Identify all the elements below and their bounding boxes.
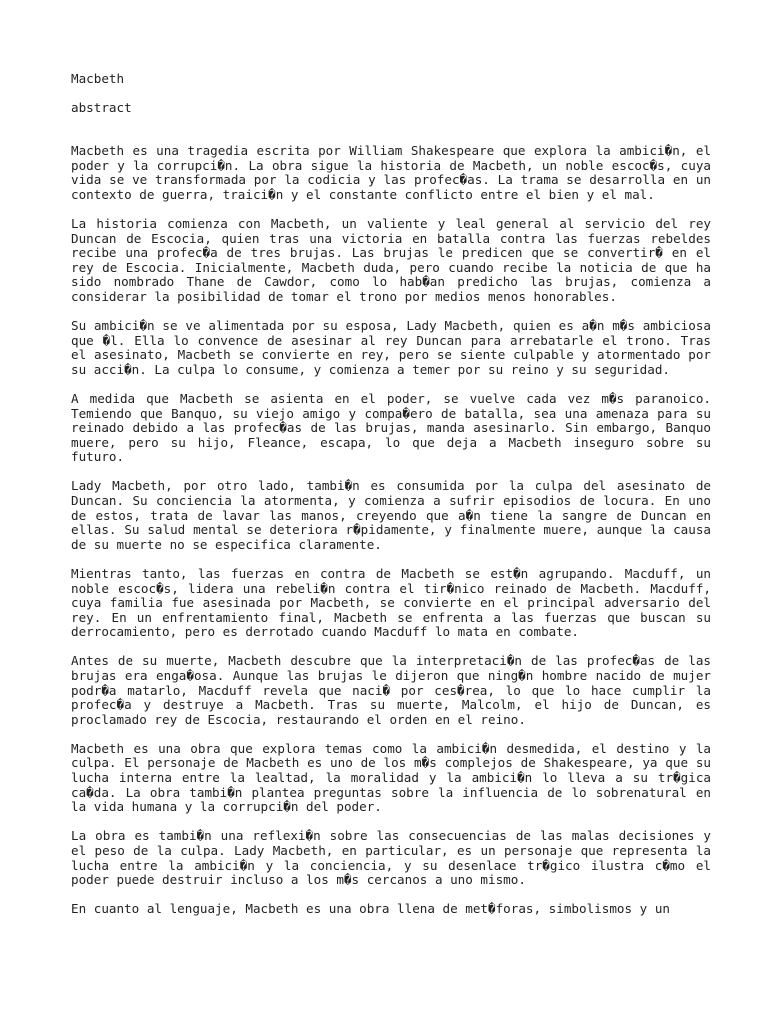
paragraph-8: Macbeth es una obra que explora temas como la ambici�n desmedida, el destino y la culpa. El personaje de Macbeth es uno de los m�s complejos de Shakespeare, ya que su lucha interna entre la lealtad, la moralidad y la ambici�n lo lleva a su tr�gica ca�da. La obra tambi�n plantea preguntas sobre la influencia de lo sobrenatural en la vida humana y la corrupci�n del poder. — [71, 740, 711, 815]
paragraph-3: Su ambici�n se ve alimentada por su esposa, Lady Macbeth, quien es a�n m�s ambiciosa que �l. Ella lo convence de asesinar al rey Duncan para arrebatarle el trono. Tras el asesinato, Macbeth se convierte en rey, pero se siente culpable y atormentado por su acci�n. La culpa lo consume, y comienza a temer por su reino y su seguridad. — [71, 318, 711, 377]
paragraph-9: La obra es tambi�n una reflexi�n sobre las consecuencias de las malas decisiones y el peso de la culpa. Lady Macbeth, en particular, es un personaje que representa la lucha entre la ambici�n y la conciencia, y su desenlace tr�gico ilustra c�mo el poder puede destruir incluso a los m�s cercanos a uno mismo. — [71, 828, 711, 888]
paragraph-6: Mientras tanto, las fuerzas en contra de Macbeth se est�n agrupando. Macduff, un noble escoc�s, lidera una rebeli�n contra el tir�nico reinado de Macbeth. Macduff, cuya familia fue asesinada por Macbeth, se convierte en el principal adversario del rey. En un enfrentamiento final, Macbeth se enfrenta a las fuerzas que buscan su derrocamiento, pero es derrotado cuando Macduff lo mata en combate. — [71, 565, 711, 640]
document-subtitle: abstract — [71, 99, 132, 115]
document-title: Macbeth — [71, 71, 125, 86]
paragraph-7: Antes de su muerte, Macbeth descubre que la interpretaci�n de las profec�as de las brujas era enga�osa. Aunque las brujas le dijeron que ning�n hombre nacido de mujer podr�a matarlo, Macduff revela que naci� por ces�rea, lo que lo hace cumplir la profec�a y destruye a Macbeth. Tras su muerte, Malcolm, el hijo de Duncan, es proclamado rey de Escocia, restaurando el orden en el reino. — [71, 653, 711, 727]
paragraph-2: La historia comienza con Macbeth, un valiente y leal general al servicio del rey Duncan de Escocia, quien tras una victoria en batalla contra las fuerzas rebeldes recibe una profec�a de tres brujas. Las brujas le predicen que se convertir� en el rey de Escocia. Inicialmente, Macbeth duda, pero cuando recibe la noticia de que ha sido nombrado Thane de Cawdor, como lo hab�an predicho las brujas, comienza a considerar la posibilidad de tomar el trono por medios menos honorables. — [71, 216, 711, 305]
paragraph-4: A medida que Macbeth se asienta en el poder, se vuelve cada vez m�s paranoico. Temiendo que Banquo, su viejo amigo y compa�ero de batalla, sea una amenaza para su reinado debido a las profec�as de las brujas, manda asesinarlo. Sin embargo, Banquo muere, pero su hijo, Fleance, escapa, lo que deja a Macbeth inseguro sobre su futuro. — [71, 391, 711, 465]
paragraph-10: En cuanto al lenguaje, Macbeth es una obra llena de met�foras, simbolismos y un — [71, 901, 670, 917]
document-body — [71, 144, 711, 917]
document-content — [71, 72, 711, 917]
paragraph-1: Macbeth es una tragedia escrita por William Shakespeare que explora la ambici�n, el poder y la corrupci�n. La obra sigue la historia de Macbeth, un noble escoc�s, cuya vida se ve transformada por la codicia y las profec�as. La trama se desarrolla en un contexto de guerra, traici�n y el constante conflicto entre el bien y el mal. — [71, 143, 711, 202]
paragraph-5: Lady Macbeth, por otro lado, tambi�n es consumida por la culpa del asesinato de Duncan. Su conciencia la atormenta, y comienza a sufrir episodios de locura. En uno de estos, trata de lavar las manos, creyendo que a�n tiene la sangre de Duncan en ellas. Su salud mental se deteriora r�pidamente, y finalmente muere, aunque la causa de su muerte no se especifica claramente. — [71, 478, 711, 552]
